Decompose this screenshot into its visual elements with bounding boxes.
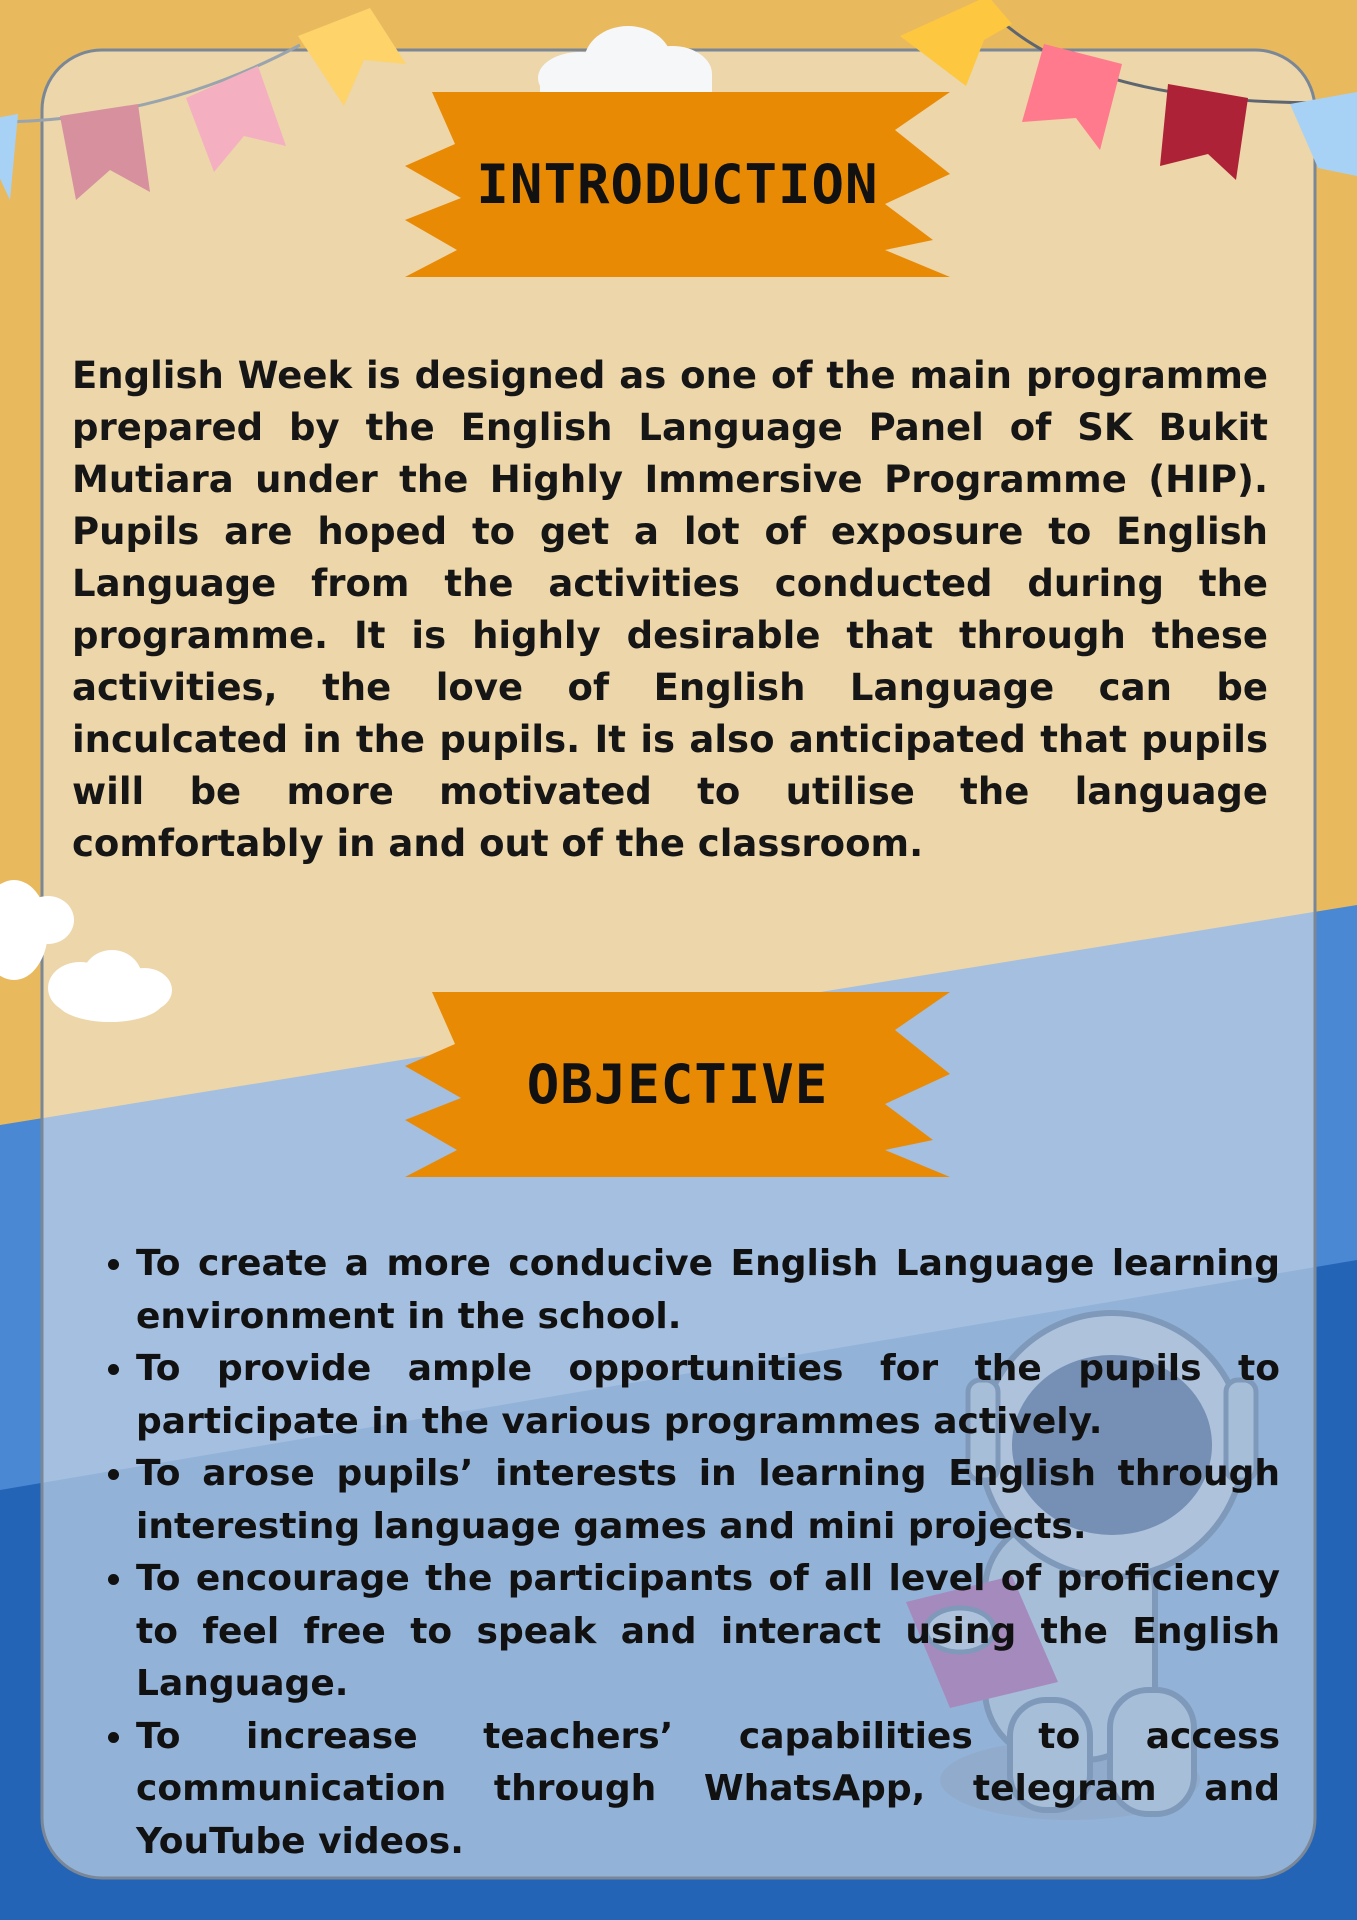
introduction-banner bbox=[405, 92, 950, 277]
objective-list bbox=[86, 1238, 1280, 1868]
objective-item: • To encourage the participants of all level of proficiency to feel free to speak and interact using the English Language. bbox=[136, 1553, 1280, 1711]
introduction-title: INTRODUCTION bbox=[476, 153, 879, 216]
objective-banner bbox=[405, 992, 950, 1177]
objective-title: OBJECTIVE bbox=[526, 1053, 829, 1116]
introduction-body: English Week is designed as one of the main programme prepared by the English Language Panel of SK Bukit Mutiara under the Highly Immersive Programme (HIP). Pupils are hoped to get a lot of exposure to English Language from the activities conducted during the programme. It is highly desirable that through these activities, the love of English Language can be inculcated in the pupils. It is also anticipated that pupils will be more motivated to utilise the language comfortably in and out of the classroom. bbox=[72, 354, 1268, 865]
objective-item: • To create a more conducive English Language learning environment in the school. bbox=[136, 1238, 1280, 1343]
objective-item: • To arose pupils’ interests in learning English through interesting language games and mini projects. bbox=[136, 1448, 1280, 1553]
objective-item: • To increase teachers’ capabilities to access communication through WhatsApp, telegram and YouTube videos. bbox=[136, 1711, 1280, 1869]
objective-item: • To provide ample opportunities for the pupils to participate in the various programmes actively. bbox=[136, 1343, 1280, 1448]
